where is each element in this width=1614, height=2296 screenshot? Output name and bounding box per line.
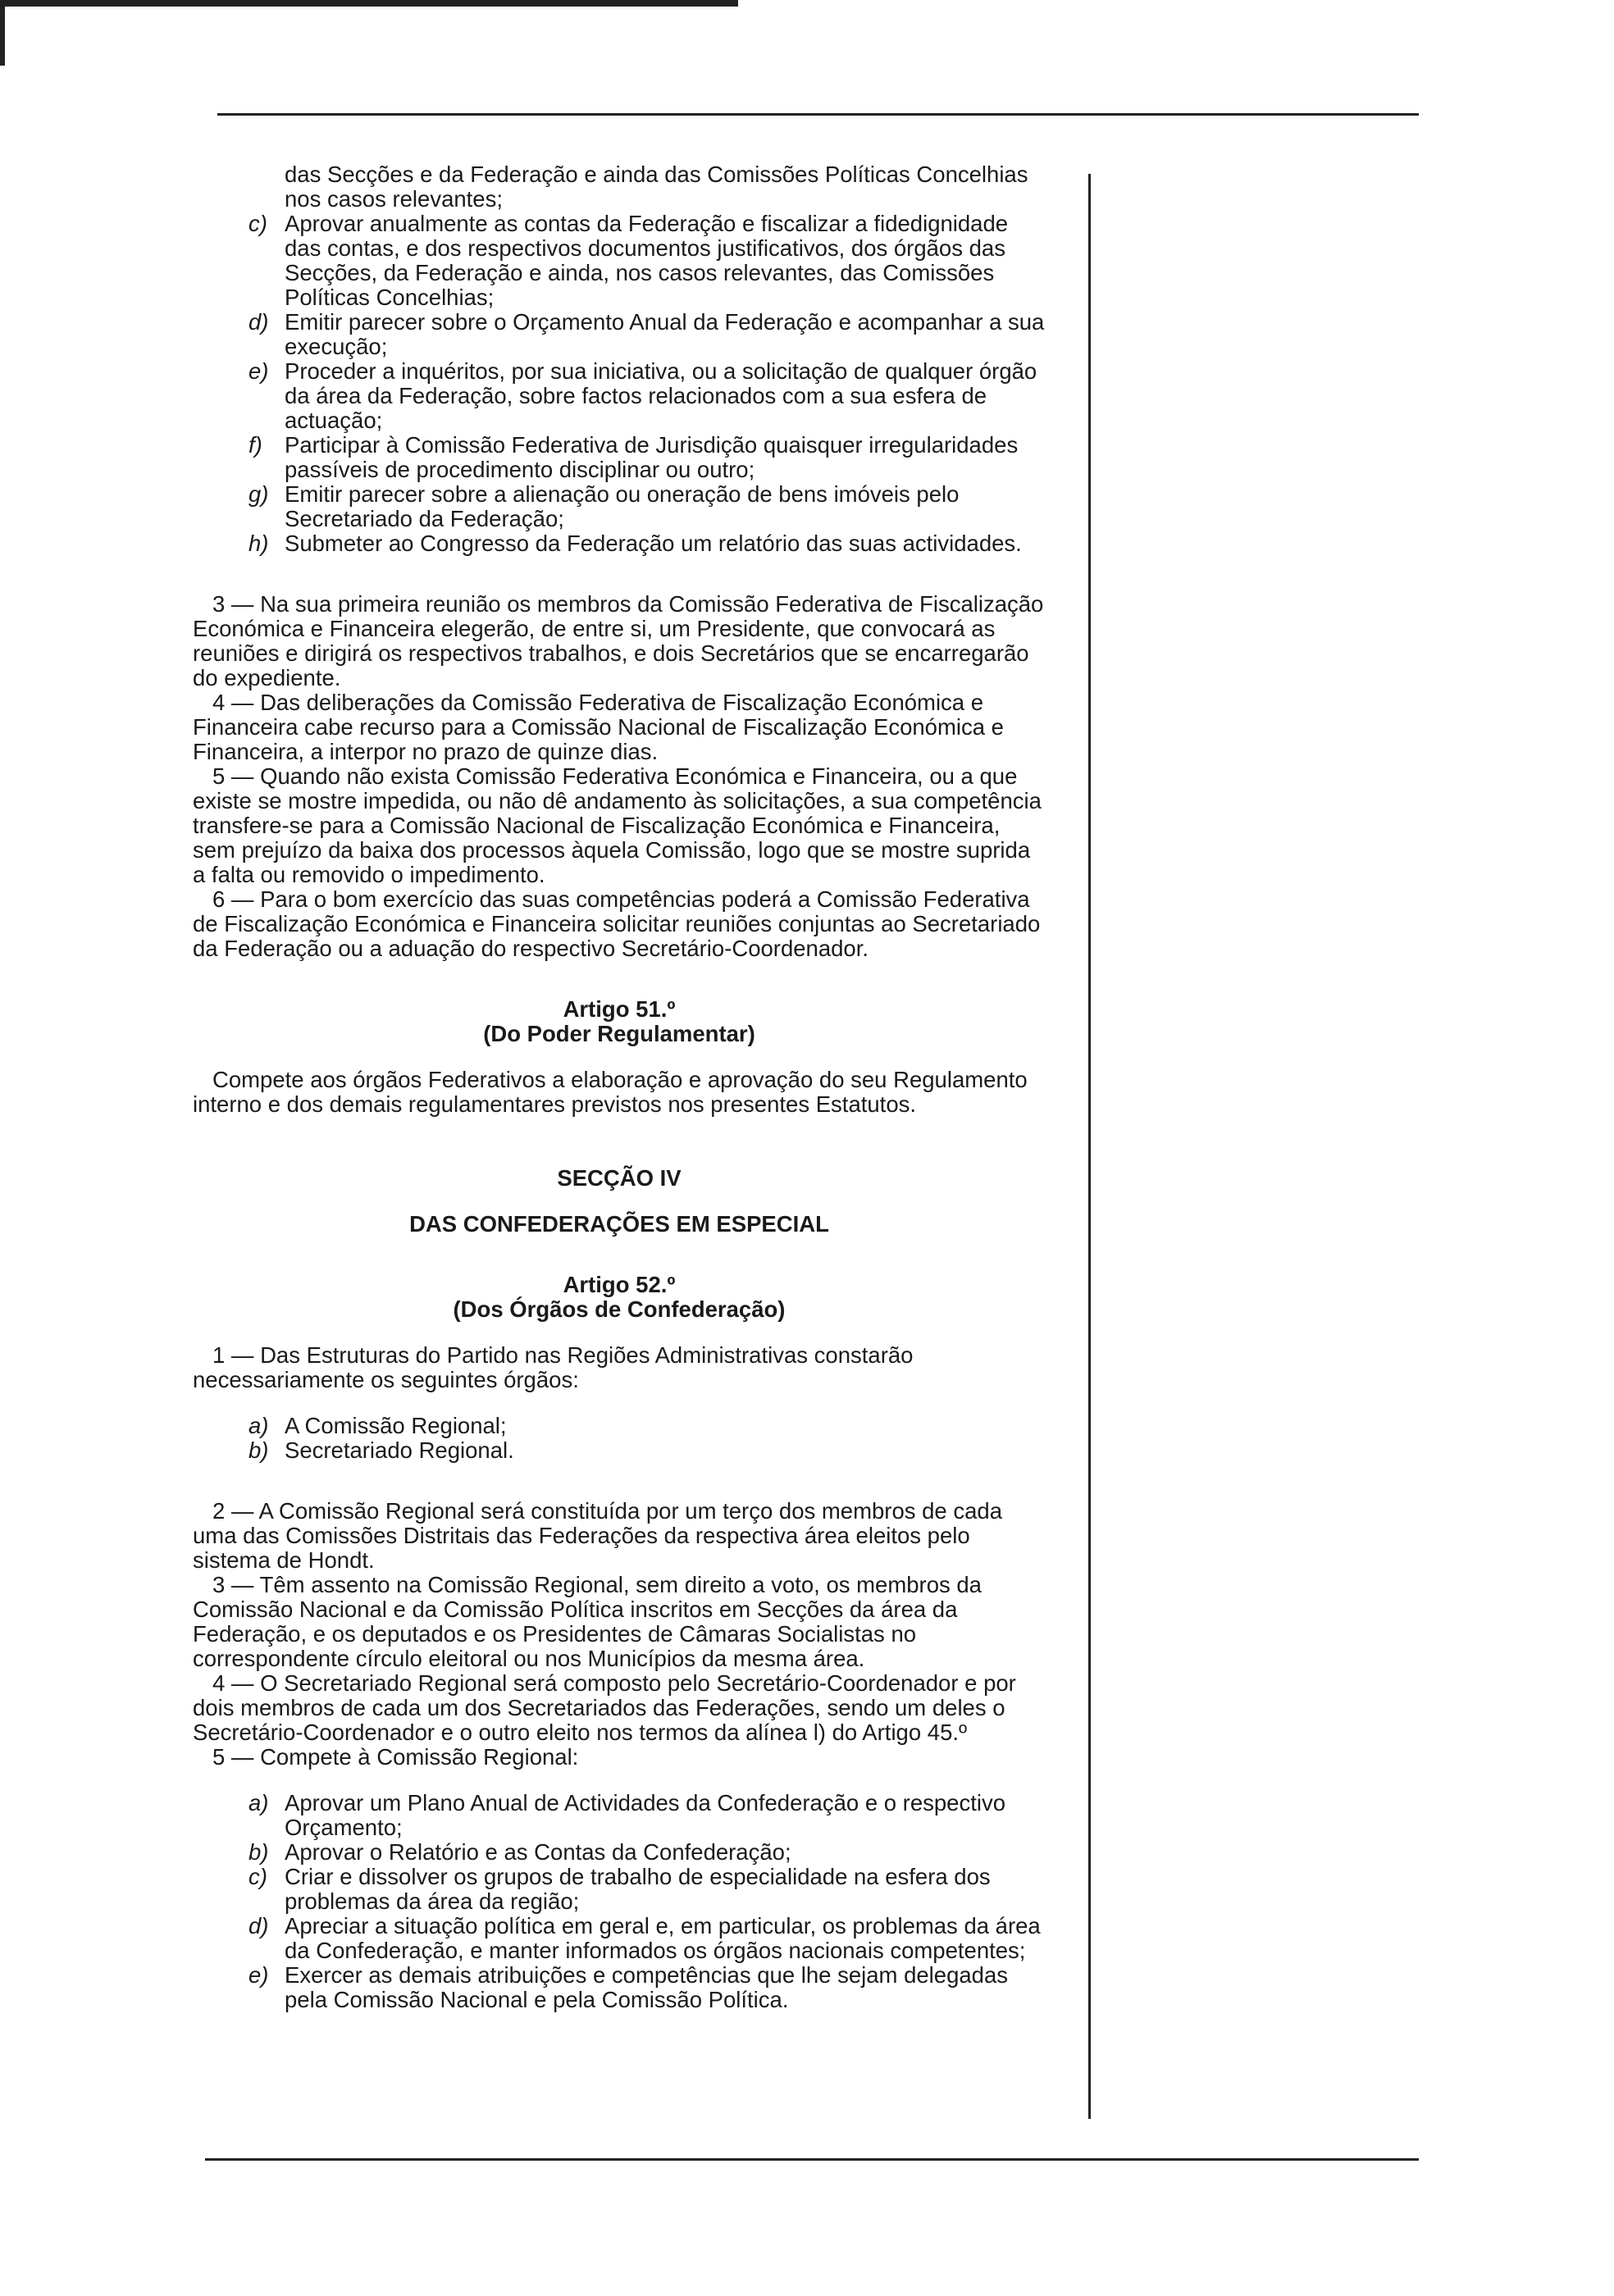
item-label: f) [248, 432, 262, 458]
article-52-intro: 1 — Das Estruturas do Partido nas Regiões Administrativas constarão necessariamente os seguintes órgãos: [193, 1342, 914, 1392]
paragraph-5: 5 — Quando não exista Comissão Federativa Económica e Financeira, ou a que existe se mostre impedida, ou não dê andamento às solicitações, a sua competência transfere-se para a Comissão Nacional de Fiscalização Económica e Financeira, sem prejuízo da baixa dos processos àquela Comissão, logo que se mostre suprida a falta ou removido o impedimento. [193, 763, 1042, 887]
document-body [193, 162, 1046, 2012]
item-text: Aprovar um Plano Anual de Actividades da Confederação e o respectivo Orçamento; [285, 1790, 1006, 1840]
competency-item-b [248, 1840, 1046, 1865]
section-subtitle: DAS CONFEDERAÇÕES EM ESPECIAL [409, 1211, 829, 1237]
item-label: g) [248, 481, 269, 507]
scan-edge-top [0, 0, 738, 7]
article-52-paragraph-2: 2 — A Comissão Regional será constituída por um terço dos membros de cada uma das Comissões Distritais das Federações da respectiva área eleitos pelo sistema de Hondt. [193, 1498, 1002, 1573]
list-item-d [248, 310, 1046, 359]
list-item-e [248, 359, 1046, 433]
bottom-rule [205, 2158, 1419, 2161]
item-label: b) [248, 1839, 269, 1865]
item-text: Submeter ao Congresso da Federação um relatório das suas actividades. [285, 531, 1022, 556]
competency-item-e [248, 1963, 1046, 2012]
item-text: Aprovar anualmente as contas da Federação e fiscalizar a fidedignidade das contas, e dos respectivos documentos justificativos, dos órgãos das Secções, da Federação e ainda, nos casos relevantes, das Comissões Políticas Concelhias; [285, 211, 1009, 310]
article-51-subtitle: (Do Poder Regulamentar) [483, 1021, 755, 1046]
competency-item-c [248, 1865, 1046, 1914]
list-item-c [248, 212, 1046, 310]
list-item-h [248, 531, 1046, 556]
item-text: Aprovar o Relatório e as Contas da Confederação; [285, 1839, 791, 1865]
item-text: Criar e dissolver os grupos de trabalho de especialidade na esfera dos problemas da área da região; [285, 1864, 991, 1914]
section-title: SECÇÃO IV [557, 1165, 682, 1191]
item-text: Exercer as demais atribuições e competências que lhe sejam delegadas pela Comissão Nacional e pela Comissão Política. [285, 1962, 1009, 2012]
article-51-title: Artigo 51.º [563, 996, 676, 1022]
column-bar [1088, 174, 1091, 2119]
competency-item-a [248, 1791, 1046, 1840]
continuation-text: das Secções e da Federação e ainda das Comissões Políticas Concelhias nos casos relevantes; [285, 162, 1028, 212]
item-label: e) [248, 358, 269, 384]
item-label: h) [248, 531, 269, 556]
competency-item-d [248, 1914, 1046, 1963]
scan-edge-left [0, 0, 5, 66]
paragraph-6: 6 — Para o bom exercício das suas competências poderá a Comissão Federativa de Fiscalização Económica e Financeira solicitar reuniões conjuntas ao Secretariado da Federação ou a aduação do respectivo Secretário-Coordenador. [193, 886, 1041, 961]
paragraph-3: 3 — Na sua primeira reunião os membros da Comissão Federativa de Fiscalização Económica e Financeira elegerão, de entre si, um Presidente, que convocará as reuniões e dirigirá os respectivos trabalhos, e dois Secretários que se encarregarão do expediente. [193, 591, 1044, 690]
item-text: Emitir parecer sobre o Orçamento Anual da Federação e acompanhar a sua execução; [285, 309, 1045, 359]
article-51-text: Compete aos órgãos Federativos a elaboração e aprovação do seu Regulamento interno e dos demais regulamentares previstos nos presentes Estatutos. [193, 1067, 1028, 1117]
item-text: Secretariado Regional. [285, 1437, 514, 1463]
article-52-paragraph-5: 5 — Compete à Comissão Regional: [212, 1744, 579, 1770]
item-label: e) [248, 1962, 269, 1988]
item-text: Apreciar a situação política em geral e, em particular, os problemas da área da Confederação, e manter informados os órgãos nacionais competentes; [285, 1913, 1041, 1963]
article-52-paragraph-4: 4 — O Secretariado Regional será composto pelo Secretário-Coordenador e por dois membros de cada um dos Secretariados das Federações, sendo um deles o Secretário-Coordenador e o outro eleito nos termos da alínea l) do Artigo 45.º [193, 1670, 1016, 1745]
organ-item-a [248, 1414, 1046, 1438]
item-text: Participar à Comissão Federativa de Jurisdição quaisquer irregularidades passíveis de procedimento disciplinar ou outro; [285, 432, 1019, 482]
article-52-subtitle: (Dos Órgãos de Confederação) [453, 1296, 786, 1322]
item-label: d) [248, 1913, 269, 1938]
item-label: c) [248, 1864, 267, 1889]
organ-item-b [248, 1438, 1046, 1463]
item-label: d) [248, 309, 269, 335]
item-label: a) [248, 1790, 269, 1815]
item-text: A Comissão Regional; [285, 1413, 507, 1438]
article-52-paragraph-3: 3 — Têm assento na Comissão Regional, sem direito a voto, os membros da Comissão Nacional e da Comissão Política inscritos em Secções da área da Federação, e os deputados e os Presidentes de Câmaras Socialistas no correspondente círculo eleitoral ou nos Municípios da mesma área. [193, 1572, 982, 1671]
article-52-title: Artigo 52.º [563, 1272, 676, 1297]
item-label: a) [248, 1413, 269, 1438]
list-item-f [248, 433, 1046, 482]
list-item-g [248, 482, 1046, 531]
item-label: b) [248, 1437, 269, 1463]
item-label: c) [248, 211, 267, 236]
top-rule [217, 113, 1419, 116]
item-text: Emitir parecer sobre a alienação ou oneração de bens imóveis pelo Secretariado da Federação; [285, 481, 960, 531]
item-text: Proceder a inquéritos, por sua iniciativa, ou a solicitação de qualquer órgão da área da Federação, sobre factos relacionados com a sua esfera de actuação; [285, 358, 1037, 433]
paragraph-4: 4 — Das deliberações da Comissão Federativa de Fiscalização Económica e Financeira cabe recurso para a Comissão Nacional de Fiscalização Económica e Financeira, a interpor no prazo de quinze dias. [193, 690, 1004, 764]
